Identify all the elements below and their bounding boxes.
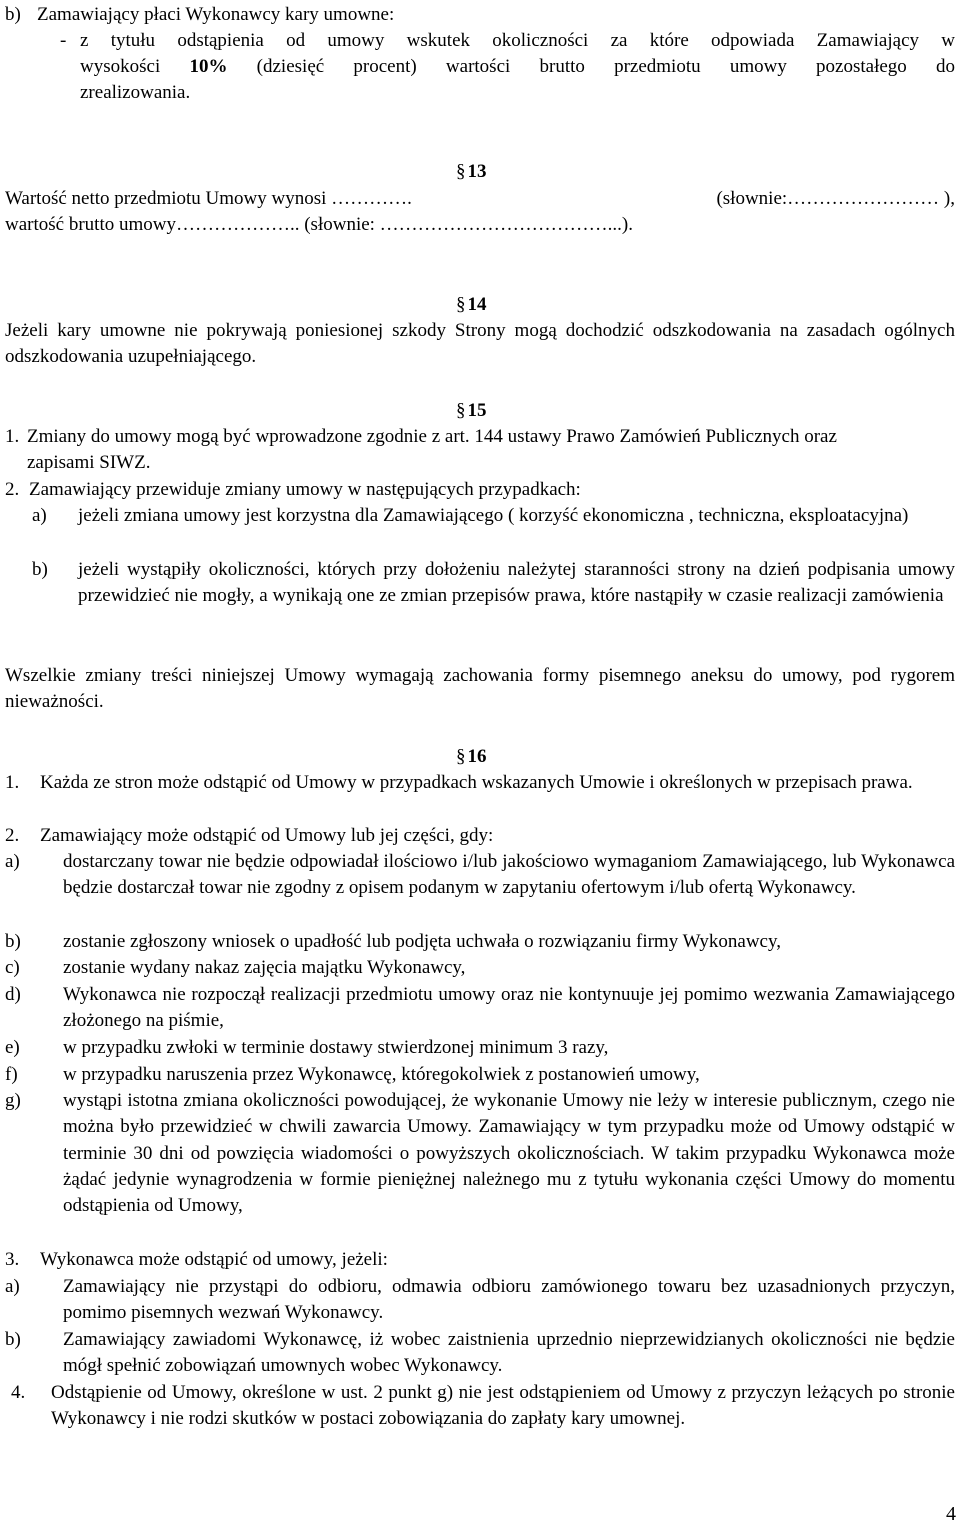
item-text: wystąpi istotna zmiana okoliczności powodującej, że wykonanie Umowy nie leży w interesie publicznym, czego nie można było przewidzieć w chwili zawarcia Umowy. Zamawiający w tym przypadku może od Umowy odstąpić w terminie 30 dni od powzięcia wiadomości o powyższych okolicznościach. W takim przypadku Wykonawca może żądać jedynie wynagrodzenia w formie pieniężnej należnego mu z tytułu wykonania części Umowy do momentu odstąpienia od Umowy, bbox=[63, 1090, 955, 1217]
item-label: b) bbox=[5, 931, 21, 952]
dash-line-2-part-a: wysokości bbox=[80, 56, 161, 77]
item-label: 2. bbox=[5, 479, 20, 500]
section-15-closing: Wszelkie zmiany treści niniejszej Umowy wymagają zachowania formy pisemnego aneksu do umowy, pod rygorem nieważności. bbox=[5, 665, 955, 713]
section-16-item-3 bbox=[5, 1247, 955, 1273]
dash-line-2 bbox=[80, 54, 955, 80]
section-15-heading bbox=[456, 396, 487, 426]
item-text: Wykonawca może odstąpić od umowy, jeżeli: bbox=[40, 1249, 388, 1270]
item-label: b) bbox=[32, 559, 48, 580]
dash-line-2-part-b: (dziesięć procent) wartości brutto przedmiotu umowy pozostałego do bbox=[256, 56, 956, 77]
penalty-item-b bbox=[5, 2, 955, 28]
dash-line-1: z tytułu odstąpienia od umowy wskutek okoliczności za które odpowiada Zamawiający w bbox=[80, 30, 955, 51]
section-16-item-3b bbox=[5, 1327, 955, 1380]
item-label: b) bbox=[5, 4, 21, 25]
item-label: b) bbox=[5, 1329, 21, 1350]
page-number: 4 bbox=[946, 1503, 956, 1525]
section-15-item-2b bbox=[32, 557, 955, 610]
net-value-words: (słownie:…………………… ), bbox=[716, 188, 955, 209]
section-15-item-2 bbox=[5, 477, 955, 503]
item-label: a) bbox=[5, 851, 20, 872]
section-16-item-2d bbox=[5, 982, 955, 1035]
item-text: Zamawiający płaci Wykonawcy kary umowne: bbox=[37, 4, 395, 25]
section-16-item-2a bbox=[5, 849, 955, 902]
item-label: g) bbox=[5, 1090, 21, 1111]
paragraph-sign: § bbox=[456, 294, 466, 315]
gross-value-line: wartość brutto umowy……………….. (słownie: ………………………………...). bbox=[5, 214, 634, 235]
section-number: 15 bbox=[467, 400, 487, 421]
item-text: zostanie wydany nakaz zajęcia majątku Wykonawcy, bbox=[63, 957, 466, 978]
item-label: 1. bbox=[5, 772, 20, 793]
item-text: Zamawiający nie przystąpi do odbioru, odmawia odbioru zamówionego towaru bez uzasadnionych przyczyn, pomimo pisemnych wezwań Wykonawcy. bbox=[63, 1276, 955, 1324]
section-16-item-2 bbox=[5, 823, 955, 849]
section-14-text: Jeżeli kary umowne nie pokrywają poniesionej szkody Strony mogą dochodzić odszkodowania na zasadach ogólnych odszkodowania uzupełniającego. bbox=[5, 320, 955, 368]
item-text: jeżeli zmiana umowy jest korzystna dla Zamawiającego ( korzyść ekonomiczna , techniczna, eksploatacyjna) bbox=[78, 505, 909, 526]
section-16-item-2g bbox=[5, 1088, 955, 1219]
item-text: w przypadku naruszenia przez Wykonawcę, któregokolwiek z postanowień umowy, bbox=[63, 1064, 700, 1085]
item-text: dostarczany towar nie będzie odpowiadał ilościowo i/lub jakościowo wymaganiom Zamawiającego, lub Wykonawca będzie dostarczał towar nie zgodny z opisem podanym w zapytaniu ofertowym i/lub ofertą Wykonawcy. bbox=[63, 851, 955, 899]
item-label: e) bbox=[5, 1037, 20, 1058]
item-text: jeżeli wystąpiły okoliczności, których przy dołożeniu należytej staranności strony na dzień podpisania umowy przewidzieć nie mogły, a wynikają one ze zmian przepisów prawa, które nastąpiły w czasie realizacji zamówienia bbox=[78, 559, 955, 607]
section-16-item-2f bbox=[5, 1062, 955, 1088]
section-16-heading bbox=[456, 742, 487, 772]
dash-line-3: zrealizowania. bbox=[80, 82, 191, 103]
item-label: 4. bbox=[11, 1382, 26, 1403]
item-text: Odstąpienie od Umowy, określone w ust. 2 punkt g) nie jest odstąpieniem od Umowy z przyczyn leżących po stronie Wykonawcy i nie rodzi skutków w postaci zobowiązania do zapłaty kary umownej. bbox=[51, 1382, 955, 1430]
section-16-item-2c bbox=[5, 955, 955, 981]
item-label: a) bbox=[32, 505, 47, 526]
paragraph-sign: § bbox=[456, 161, 466, 182]
item-text: w przypadku zwłoki w terminie dostawy stwierdzonej minimum 3 razy, bbox=[63, 1037, 609, 1058]
item-label: d) bbox=[5, 984, 21, 1005]
percent-value: 10% bbox=[189, 56, 228, 77]
section-14-heading bbox=[456, 290, 487, 320]
net-value-text: Wartość netto przedmiotu Umowy wynosi …………. bbox=[5, 188, 412, 209]
item-text: Wykonawca nie rozpoczął realizacji przedmiotu umowy oraz nie kontynuuje jej pomimo wezwania Zamawiającego złożonego na piśmie, bbox=[63, 984, 955, 1032]
item-text: Zmiany do umowy mogą być wprowadzone zgodnie z art. 144 ustawy Prawo Zamówień Publicznych oraz zapisami SIWZ. bbox=[27, 426, 837, 474]
item-label: f) bbox=[5, 1064, 18, 1085]
section-16-item-3a bbox=[5, 1274, 955, 1327]
item-text: Zamawiający przewiduje zmiany umowy w następujących przypadkach: bbox=[29, 479, 581, 500]
paragraph-sign: § bbox=[456, 746, 466, 767]
paragraph-sign: § bbox=[456, 400, 466, 421]
item-text: Każda ze stron może odstąpić od Umowy w przypadkach wskazanych Umowie i określonych w przepisach prawa. bbox=[40, 772, 913, 793]
section-16-item-2b bbox=[5, 929, 955, 955]
section-16-item-2e bbox=[5, 1035, 955, 1061]
section-number: 16 bbox=[467, 746, 487, 767]
section-number: 14 bbox=[467, 294, 487, 315]
item-label: c) bbox=[5, 957, 20, 978]
dash-label: - bbox=[60, 30, 67, 51]
section-16-item-1 bbox=[5, 770, 955, 796]
section-15-item-2a bbox=[32, 503, 955, 529]
section-15-item-1 bbox=[5, 424, 865, 477]
item-text: Zamawiający może odstąpić od Umowy lub jej części, gdy: bbox=[40, 825, 494, 846]
net-value-line bbox=[5, 186, 955, 212]
section-13-heading bbox=[456, 157, 487, 187]
item-label: 3. bbox=[5, 1249, 20, 1270]
item-label: 1. bbox=[5, 426, 20, 447]
item-text: zostanie zgłoszony wniosek o upadłość lub podjęta uchwała o rozwiązaniu firmy Wykonawcy, bbox=[63, 931, 782, 952]
section-16-item-4 bbox=[11, 1380, 955, 1433]
section-number: 13 bbox=[467, 161, 487, 182]
item-text: Zamawiający zawiadomi Wykonawcę, iż wobec zaistnienia uprzednio nieprzewidzianych okoliczności nie będzie mógł spełnić zobowiązań umownych wobec Wykonawcy. bbox=[63, 1329, 955, 1377]
item-label: 2. bbox=[5, 825, 20, 846]
item-label: a) bbox=[5, 1276, 20, 1297]
